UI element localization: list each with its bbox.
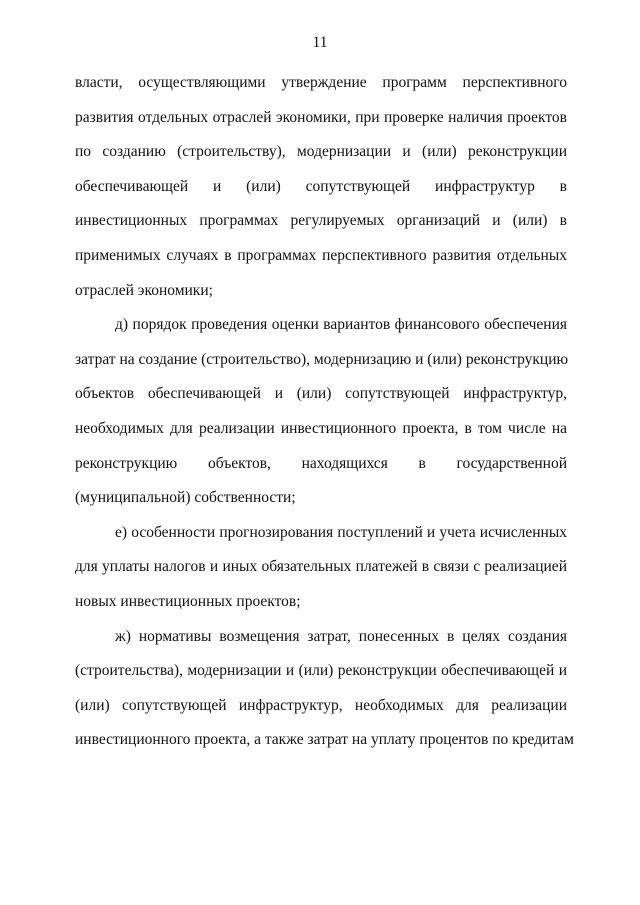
body-text	[75, 66, 574, 758]
paragraph-continuation	[75, 66, 567, 308]
text-line: по созданию (строительству), модернизации и (или) реконструкции	[75, 143, 567, 161]
page-number: 11	[312, 34, 328, 51]
text-line: (или) сопутствующей инфраструктур, необходимых для реализации	[75, 696, 567, 714]
paragraph-item-d	[75, 308, 567, 516]
text-line: новых инвестиционных проектов;	[75, 592, 301, 610]
text-line: д) порядок проведения оценки вариантов финансового обеспечения	[115, 316, 567, 334]
text-line: применимых случаях в программах перспективного развития отдельных	[75, 246, 567, 264]
text-line: е) особенности прогнозирования поступлений и учета исчисленных	[115, 523, 567, 541]
text-line: развития отдельных отраслей экономики, при проверке наличия проектов	[75, 108, 567, 126]
text-line: отраслей экономики;	[75, 281, 213, 299]
text-line: необходимых для реализации инвестиционного проекта, в том числе на	[75, 419, 567, 437]
text-line: инвестиционных программах регулируемых организаций и (или) в	[75, 212, 567, 230]
text-line: ж) нормативы возмещения затрат, понесенных в целях создания	[115, 627, 567, 645]
text-line: (строительства), модернизации и (или) реконструкции обеспечивающей и	[75, 662, 567, 680]
text-line: инвестиционного проекта, а также затрат на уплату процентов по кредитам	[75, 731, 574, 749]
text-line: объектов обеспечивающей и (или) сопутствующей инфраструктур,	[75, 385, 567, 403]
text-line: обеспечивающей и (или) сопутствующей инфраструктур в	[75, 177, 567, 195]
paragraph-item-zh	[75, 620, 574, 758]
paragraph-item-e	[75, 516, 567, 620]
text-line: реконструкцию объектов, находящихся в государственной	[75, 454, 567, 472]
text-line: власти, осуществляющими утверждение программ перспективного	[75, 74, 567, 91]
text-line: затрат на создание (строительство), модернизацию и (или) реконструкцию	[75, 350, 569, 368]
text-line: (муниципальной) собственности;	[75, 489, 296, 507]
text-line: для уплаты налогов и иных обязательных платежей в связи с реализацией	[75, 558, 567, 576]
